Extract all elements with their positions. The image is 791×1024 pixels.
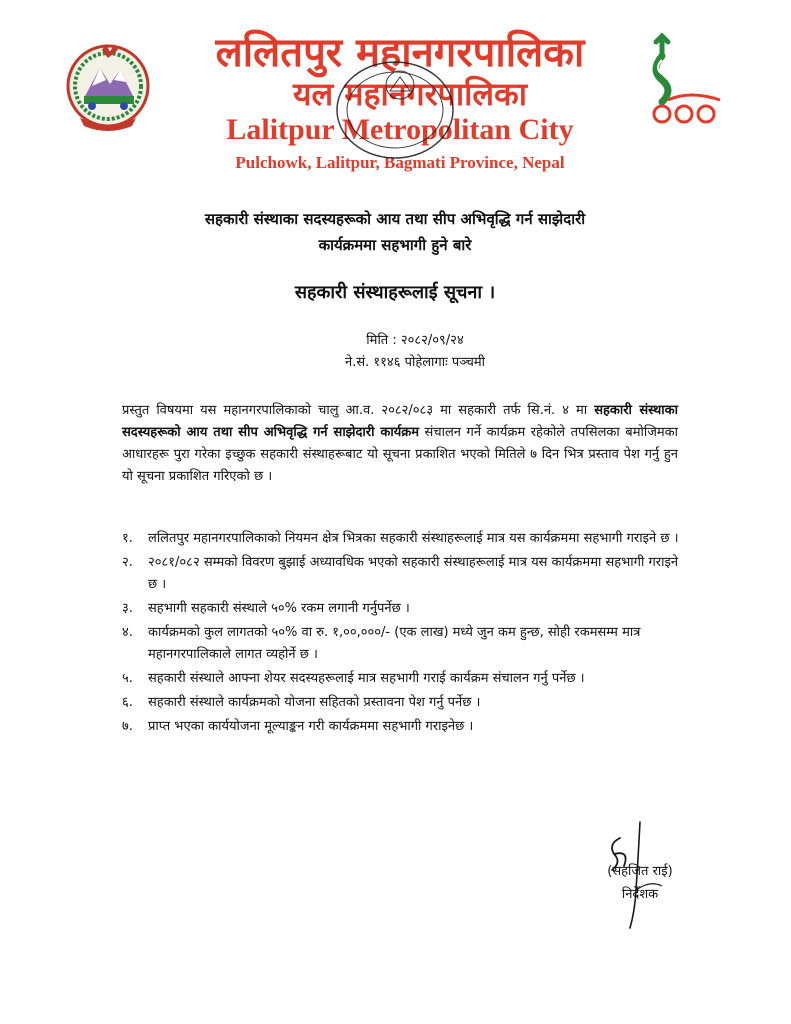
item-text: ललितपुर महानगरपालिकाको नियमन क्षेत्र भित्रका सहकारी संस्थाहरूलाई मात्र यस कार्यक्रममा सहभागी गराइने छ ।: [148, 531, 679, 546]
item-number: ४.: [122, 625, 133, 640]
item-number: ३.: [122, 601, 133, 616]
body-paragraph: [122, 400, 678, 488]
conditions-list: [122, 528, 682, 740]
notice-subject: [120, 206, 670, 258]
item-number: ७.: [122, 719, 133, 734]
list-item: [122, 692, 682, 714]
list-item: [122, 668, 682, 690]
item-text: २०८१/०८२ सम्मको विवरण बुझाई अध्यावधिक भएको सहकारी संस्थाहरूलाई मात्र यस कार्यक्रममा सहभागी गराइने छ ।: [148, 555, 679, 592]
item-number: ५.: [122, 671, 133, 686]
nepal-government-emblem-icon: [62, 40, 154, 136]
item-text: सहकारी संस्थाले आफ्ना शेयर सदस्यहरूलाई मात्र सहभागी गराई कार्यक्रम संचालन गर्नु पर्नेछ ।: [148, 671, 585, 686]
date-bs: मिति : २०८२/०९/२४: [366, 333, 464, 348]
municipality-name-english: Lalitpur Metropolitan City: [226, 113, 574, 146]
list-item: [122, 598, 682, 620]
lalitpur-city-logo-icon: [640, 30, 730, 130]
list-item: [122, 622, 682, 666]
item-number: ६.: [122, 695, 133, 710]
notice-title: सहकारी संस्थाहरूलाई सूचना ।: [294, 282, 496, 303]
list-item: [122, 716, 682, 738]
item-number: १.: [122, 531, 133, 546]
subject-line-2: कार्यक्रममा सहभागी हुने बारे: [318, 236, 472, 254]
municipality-name-nepali: ललितपुर महानगरपालिका: [215, 30, 585, 76]
municipality-name-newa: यल महानगरपालिका: [293, 75, 527, 113]
item-number: २.: [122, 555, 133, 570]
date-block: [300, 330, 530, 374]
official-seal-stamp-icon: [330, 55, 460, 165]
body-text-bold: सहकारी संस्थाका सदस्यहरूको आय तथा सीप अभिवृद्धि गर्न साझेदारी कार्यक्रम: [122, 403, 678, 440]
municipality-address: Pulchowk, Lalitpur, Bagmati Province, Nepal: [235, 153, 565, 172]
list-item: [122, 528, 682, 550]
signatory-title: निर्देशक: [621, 887, 659, 902]
item-text: सहभागी सहकारी संस्थाले ५०% रकम लगानी गर्नुपर्नेछ ।: [148, 601, 410, 616]
signatory-name: (सहजित राई): [607, 864, 673, 879]
item-text: सहकारी संस्थाले कार्यक्रमको योजना सहितको प्रस्तावना पेश गर्नु पर्नेछ ।: [148, 695, 481, 710]
list-item: [122, 552, 682, 596]
item-text: प्राप्त भएका कार्ययोजना मूल्याङ्कन गरी कार्यक्रममा सहभागी गराइनेछ ।: [148, 719, 474, 734]
subject-line-1: सहकारी संस्थाका सदस्यहरूको आय तथा सीप अभिवृद्धि गर्न साझेदारी: [204, 210, 586, 228]
date-nepal-sambat: ने.सं. ११४६ पोहेलागाः पञ्चमी: [345, 355, 485, 370]
item-text: कार्यक्रमको कुल लागतको ५०% वा रु. १,००,०००/- (एक लाख) मध्ये जुन कम हुन्छ, सोही रकमसम्म मात्र महानगरपालिकाले लागत व्यहोर्ने छ ।: [148, 625, 641, 662]
body-text-part-1: प्रस्तुत विषयमा यस महानगरपालिकाको चालु आ.व. २०८२/०८३ मा सहकारी तर्फ सि.नं. ४ मा: [122, 403, 595, 418]
body-text-part-2: संचालन गर्ने कार्यक्रम रहेकोले तपसिलका बमोजिमका आधारहरू पुरा गरेका इच्छुक सहकारी संस्थाहरूबाट यो सूचना प्रकाशित भएको मितिले ७ दिन भित्र प्रस्ताव पेश गर्नु हुन यो सूचना प्रकाशित गरिएको छ ।: [122, 425, 678, 484]
